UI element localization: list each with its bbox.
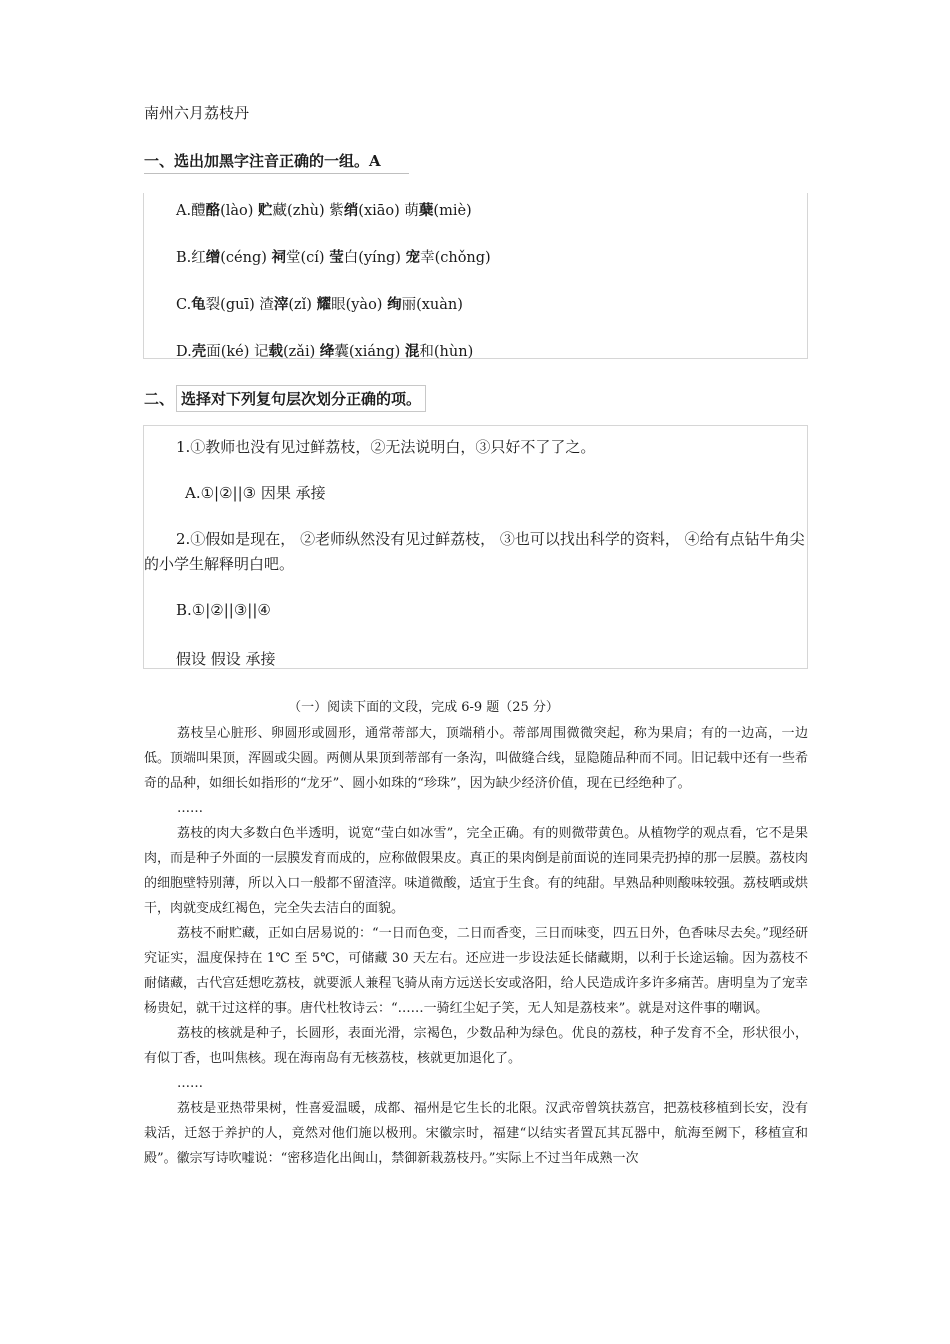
answer-1: A.①|②||③ 因果 承接 xyxy=(185,484,326,502)
paragraph-2: 荔枝的肉大多数白色半透明，说宽“莹白如冰雪”，完全正确。有的则微带黄色。从植物学的观点看，它不是果肉，而是种子外面的一层膜发育而成的，应称做假果皮。真正的果肉倒是前面说的连同果壳扔掉的那一层膜。荔枝肉的细胞壁特别薄，所以入口一般都不留渣滓。味道微酸，适宜于生食。有的纯甜。早熟品种则酸味较强。荔枝晒或烘干，肉就变成红褐色，完全失去洁白的面貌。 xyxy=(144,826,808,916)
reading-passage xyxy=(144,695,808,1171)
answer-2-relations: 假设 假设 承接 xyxy=(176,650,276,668)
answer-2: B.①|②||③||④ xyxy=(176,601,271,619)
paragraph-5: 荔枝是亚热带果树，性喜爱温暖，成都、福州是它生长的北限。汉武帝曾筑扶荔宫，把荔枝移植到长安，没有栽活，迁怒于养护的人，竟然对他们施以极刑。宋徽宗时，福建“以结实者置瓦其瓦器中，航海至阙下，移植宣和殿”。徽宗写诗吹嘘说：“密移造化出闽山，禁御新栽荔枝丹。”实际上不过当年成熟一次 xyxy=(144,1101,808,1166)
paragraph-4: 荔枝的核就是种子，长圆形，表面光滑，宗褐色，少数品种为绿色。优良的荔枝，种子发育不全，形状很小，有似丁香，也叫焦核。现在海南岛有无核荔枝，核就更加退化了。 xyxy=(144,1026,808,1066)
question-2-heading: 选择对下列复句层次划分正确的项。 xyxy=(176,385,426,412)
ellipsis-2: …… xyxy=(177,1076,203,1091)
ellipsis-1: …… xyxy=(177,801,203,816)
option-d: D.壳面(ké) 记载(zǎi) 绛囊(xiáng) 混和(hùn) xyxy=(176,343,474,360)
paragraph-3: 荔枝不耐贮藏，正如白居易说的：“一日而色变，二日而香变，三日而味变，四五日外，色香味尽去矣。”现经研究证实，温度保持在 1℃ 至 5℃，可储藏 30 天左右。还应进一步设法延长储藏期，以利于长途运输。因为荔枝不耐储藏，古代宫廷想吃荔枝，就要派人兼程飞骑从南方远送长安或洛阳，给人民造成许多许多痛苦。唐明皇为了宠幸杨贵妃，就干过这样的事。唐代杜牧诗云：“……一骑红尘妃子笑，无人知是荔枝来”。就是对这件事的嘲讽。 xyxy=(144,926,808,1016)
paragraph-1: 荔枝呈心脏形、卵圆形或圆形，通常蒂部大，顶端稍小。蒂部周围微微突起，称为果肩；有的一边高，一边低。顶端叫果顶，浑圆或尖圆。两侧从果顶到蒂部有一条沟，叫做缝合线，显隐随品种而不同。旧记载中还有一些希奇的品种，如细长如指形的“龙牙”、圆小如珠的“珍珠”，因为缺少经济价值，现在已经绝种了。 xyxy=(144,726,808,791)
sentence-1: 1.①教师也没有见过鲜荔枝，②无法说明白，③只好不了了之。 xyxy=(176,438,596,456)
question-1-options xyxy=(143,193,808,359)
question-2-number: 二、 xyxy=(144,390,175,408)
option-a: A.醴酪(lào) 贮藏(zhù) 紫绡(xiāo) 萌蘖(miè) xyxy=(176,202,472,219)
option-c: C.龟裂(guī) 渣滓(zǐ) 耀眼(yào) 绚丽(xuàn) xyxy=(176,296,463,313)
sentence-2: 2.①假如是现在， ②老师纵然没有见过鲜荔枝， ③也可以找出科学的资料， ④给有点钻牛角尖的小学生解释明白吧。 xyxy=(144,530,805,573)
passage-instructions: （一）阅读下面的文段，完成 6-9 题（25 分） xyxy=(288,700,559,715)
question-1-heading: 一、选出加黑字注音正确的一组。A xyxy=(144,150,409,174)
question-2-content xyxy=(143,425,808,669)
option-b: B.红缯(céng) 祠堂(cí) 莹白(yíng) 宠幸(chǒng) xyxy=(176,249,491,266)
document-title: 南州六月荔枝丹 xyxy=(144,104,250,122)
